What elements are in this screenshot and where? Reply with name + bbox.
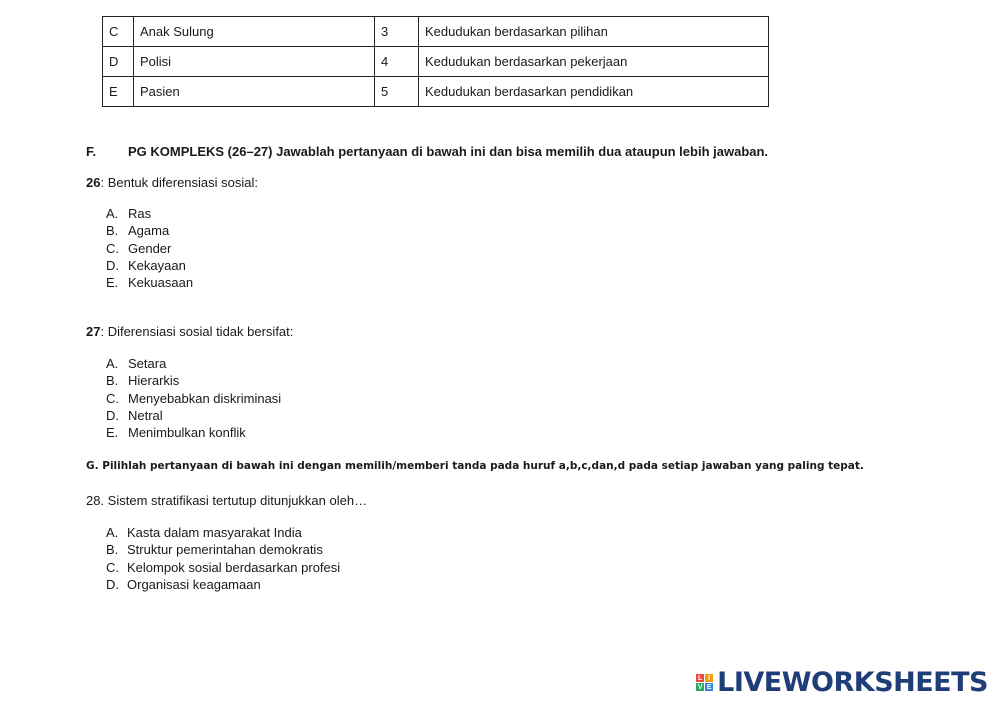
question-28: 28. Sistem stratifikasi tertutup ditunjukkan oleh… [86,493,368,508]
option-text: Netral [128,407,163,423]
option-letter: B. [106,223,119,239]
q28-option[interactable] [106,524,340,541]
option-letter: C. [106,559,119,575]
option-text: Menyebabkan diskriminasi [128,390,282,406]
table-row [103,47,769,77]
q26-option[interactable] [106,240,193,257]
table-cell-letter: E [103,77,134,107]
q28-option[interactable] [106,559,340,576]
option-letter: E. [106,425,119,441]
option-letter: A. [106,356,119,371]
table-cell-item: Pasien [134,77,375,107]
logo-grid-cell: E [706,683,712,691]
q27-option[interactable] [106,372,281,389]
option-letter: D. [106,257,119,273]
option-letter: B. [106,542,119,558]
option-letter: A. [106,525,119,540]
option-text: Hierarkis [128,373,180,389]
question-27-options [106,355,281,441]
q28-option[interactable] [106,541,340,558]
option-letter: A. [106,206,119,221]
logo-grid-cell: L [698,674,703,682]
option-letter: D. [106,407,119,423]
q26-option[interactable] [106,222,193,239]
question-27-number: 27 [86,324,101,339]
table-cell-num: 4 [375,47,419,77]
option-letter: C. [106,390,119,406]
table-cell-num: 3 [375,17,419,47]
question-28-options [106,524,340,593]
table-cell-item: Anak Sulung [134,17,375,47]
section-f-text: PG KOMPLEKS (26–27) Jawablah pertanyaan di bawah ini dan bisa memilih dua ataupun lebih jawaban. [128,144,769,159]
logo-grid-cell: V [697,683,703,691]
table-cell-num: 5 [375,77,419,107]
table-row [103,77,769,107]
option-text: Kasta dalam masyarakat India [127,525,302,540]
logo-grid-icon [696,674,713,691]
option-text: Menimbulkan konflik [128,425,246,441]
question-26-text: : Bentuk diferensiasi sosial: [100,175,258,190]
table-cell-letter: C [103,17,134,47]
question-26 [86,175,258,190]
question-27 [86,324,293,339]
question-27-text: : Diferensiasi sosial tidak bersifat: [100,324,294,339]
question-26-options [106,205,193,291]
option-text: Ras [128,206,152,221]
option-text: Struktur pemerintahan demokratis [127,542,323,558]
q27-option[interactable] [106,355,281,372]
option-text: Kekuasaan [128,275,194,291]
liveworksheets-logo [696,667,988,698]
q26-option[interactable] [106,257,193,274]
q26-option[interactable] [106,274,193,291]
q28-option[interactable] [106,576,340,593]
option-text: Gender [128,240,172,256]
option-letter: E. [106,275,119,291]
table-cell-item: Polisi [134,47,375,77]
option-letter: B. [106,373,119,389]
table-cell-desc: Kedudukan berdasarkan pilihan [419,17,769,47]
section-g-heading: G. Pilihlah pertanyaan di bawah ini dengan memilih/memberi tanda pada huruf a,b,c,dan,d pada setiap jawaban yang paling tepat. [86,460,864,472]
section-f-label: F. [86,144,97,159]
logo-grid-cell: I [705,674,713,682]
logo-text: LIVEWORKSHEETS [717,667,988,698]
table-cell-desc: Kedudukan berdasarkan pendidikan [419,77,769,107]
q26-option[interactable] [106,205,193,222]
table-cell-desc: Kedudukan berdasarkan pekerjaan [419,47,769,77]
q27-option[interactable] [106,424,281,441]
question-26-number: 26 [86,175,101,190]
section-f-heading [86,144,768,159]
table-cell-letter: D [103,47,134,77]
option-text: Organisasi keagamaan [127,576,261,592]
table-row [103,17,769,47]
q27-option[interactable] [106,407,281,424]
q27-option[interactable] [106,390,281,407]
matching-table [102,16,769,107]
option-text: Kelompok sosial berdasarkan profesi [127,559,341,575]
option-letter: D. [106,576,119,592]
option-letter: C. [106,240,119,256]
option-text: Setara [128,356,167,371]
option-text: Agama [128,223,170,239]
option-text: Kekayaan [128,257,186,273]
